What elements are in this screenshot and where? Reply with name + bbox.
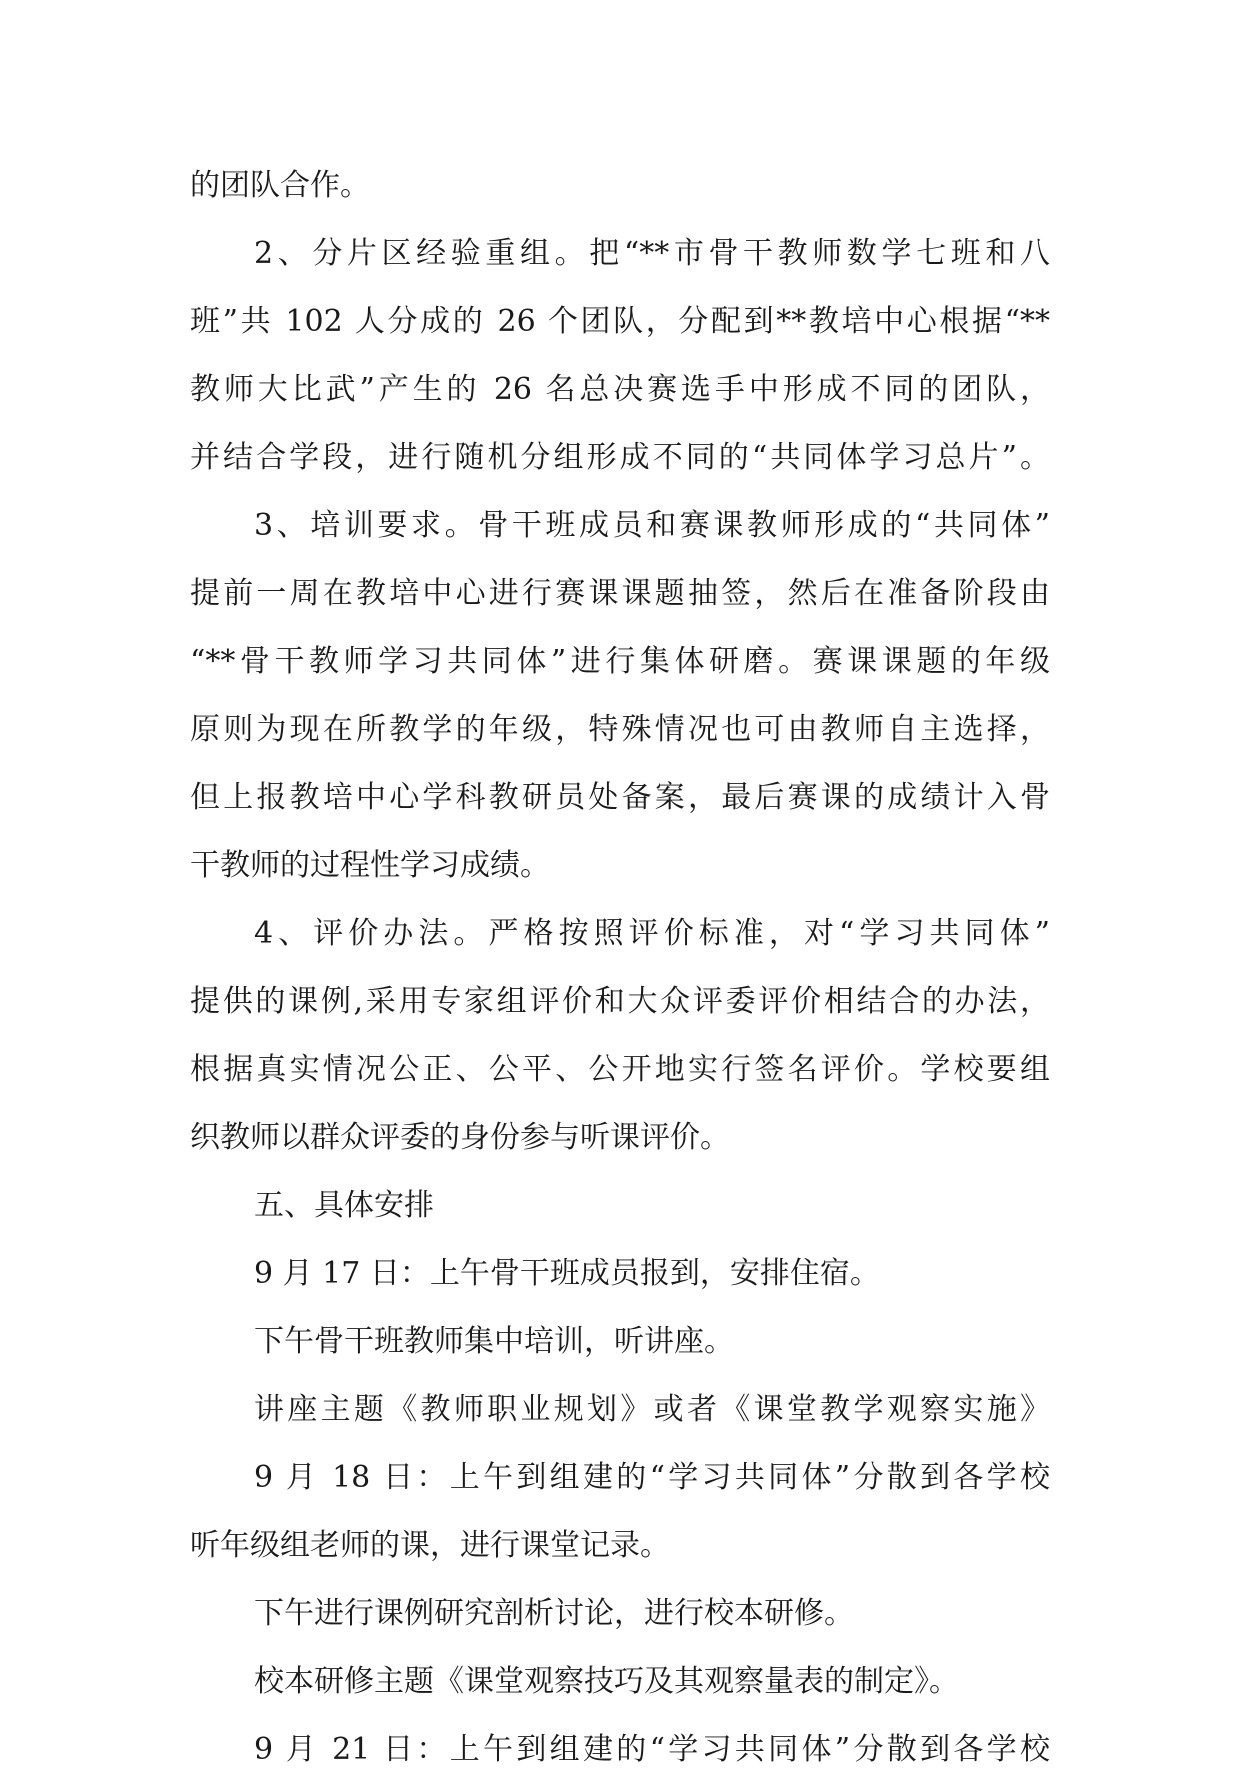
text-line: 的团队合作。 [190, 168, 370, 203]
text-line: 干教师的过程性学习成绩。 [190, 848, 550, 883]
text-line: 并结合学段，进行随机分组形成不同的“共同体学习总片”。 [190, 440, 1050, 475]
document-body [190, 152, 1050, 1784]
text-line: 下午进行课例研究剖析讨论，进行校本研修。 [254, 1596, 854, 1631]
text-line: 原则为现在所教学的年级，特殊情况也可由教师自主选择， [190, 712, 1050, 747]
text-line: 根据真实情况公正、公平、公开地实行签名评价。学校要组 [190, 1052, 1050, 1087]
text-line: 听年级组老师的课，进行课堂记录。 [190, 1528, 670, 1563]
text-line: 五、具体安排 [254, 1188, 434, 1223]
text-line: 2、分片区经验重组。把“**市骨干教师数学七班和八 [254, 236, 1050, 271]
text-line: 9 月 21 日：上午到组建的“学习共同体”分散到各学校 [254, 1732, 1050, 1767]
text-line: 9 月 17 日：上午骨干班成员报到，安排住宿。 [254, 1256, 880, 1291]
text-line: 下午骨干班教师集中培训，听讲座。 [254, 1324, 734, 1359]
text-line: 讲座主题《教师职业规划》或者《课堂教学观察实施》 [254, 1392, 1050, 1427]
text-line: 班”共 102 人分成的 26 个团队，分配到**教培中心根据“** [190, 304, 1050, 339]
text-line: 教师大比武”产生的 26 名总决赛选手中形成不同的团队， [190, 372, 1050, 407]
text-line: 4、评价办法。严格按照评价标准，对“学习共同体” [254, 916, 1050, 951]
text-line: “**骨干教师学习共同体”进行集体研磨。赛课课题的年级 [190, 644, 1050, 679]
text-line: 3、培训要求。骨干班成员和赛课教师形成的“共同体” [254, 508, 1050, 543]
text-line: 提前一周在教培中心进行赛课课题抽签，然后在准备阶段由 [190, 576, 1050, 611]
text-line: 提供的课例,采用专家组评价和大众评委评价相结合的办法， [190, 984, 1050, 1019]
text-line: 织教师以群众评委的身份参与听课评价。 [190, 1120, 730, 1155]
text-line: 校本研修主题《课堂观察技巧及其观察量表的制定》。 [254, 1664, 959, 1699]
text-line: 9 月 18 日：上午到组建的“学习共同体”分散到各学校 [254, 1460, 1050, 1495]
text-line: 但上报教培中心学科教研员处备案，最后赛课的成绩计入骨 [190, 780, 1050, 815]
